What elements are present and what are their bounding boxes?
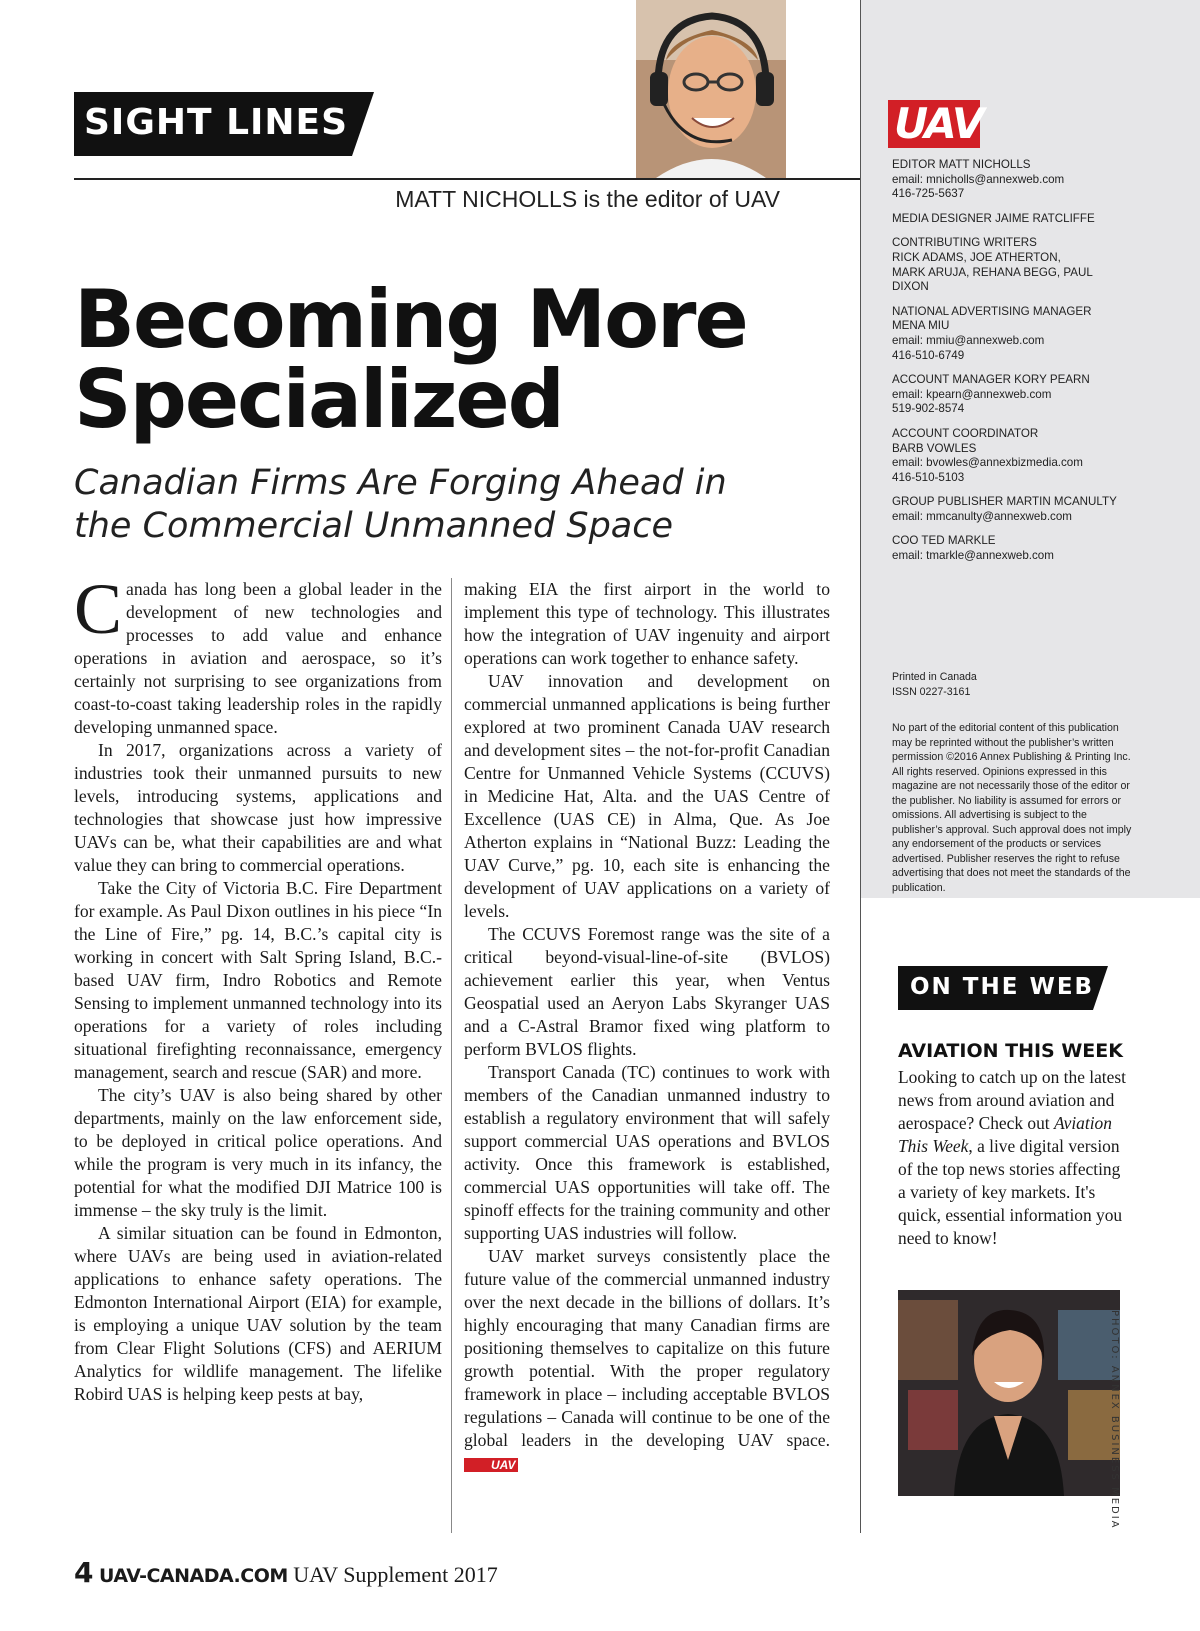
end-mark-logo: UAV bbox=[464, 1458, 518, 1472]
section-tag-label: SIGHT LINES bbox=[84, 102, 349, 143]
web-heading: AVIATION THIS WEEK bbox=[898, 1040, 1123, 1062]
page-footer bbox=[74, 1556, 498, 1589]
print-info bbox=[892, 670, 1132, 699]
staff-line: MEDIA DESIGNER JAIME RATCLIFFE bbox=[892, 211, 1095, 225]
staff-line: email: tmarkle@annexweb.com bbox=[892, 549, 1054, 563]
staff-line: email: mmcanulty@annexweb.com bbox=[892, 509, 1072, 523]
deck-line-2: the Commercial Unmanned Space bbox=[74, 506, 674, 546]
article-paragraph: UAV innovation and development on commercial unmanned applications is being further explored at two prominent Canada UAV research and development sites – the not-for-profit Canadian Centre for Unmanned Vehicle Systems (CCUVS) in Medicine Hat, Alta. and the UAS Centre of Excellence (UAS CE) in Alma, Que. As Joe Atherton explains in “National Buzz: Leading the UAV Curve,” pg. 10, each site is enhancing the development of UAV applications on a variety of levels. bbox=[464, 671, 830, 921]
drop-cap: C bbox=[74, 569, 123, 649]
staff-entry bbox=[892, 236, 1132, 294]
staff-line: BARB VOWLES bbox=[892, 441, 977, 455]
staff-line: NATIONAL ADVERTISING MANAGER bbox=[892, 304, 1092, 318]
issn: ISSN 0227-3161 bbox=[892, 685, 971, 698]
on-the-web-tag bbox=[898, 966, 1108, 1010]
article-paragraph: making EIA the first airport in the world to implement this type of technology. This illustrates how the integration of UAV ingenuity and airport operations can work together to enhance safety. bbox=[464, 579, 830, 668]
article-column-1 bbox=[74, 569, 442, 1406]
staff-entry bbox=[892, 534, 1132, 563]
staff-line: CONTRIBUTING WRITERS bbox=[892, 236, 1037, 250]
headline-line-2: Specialized bbox=[74, 353, 563, 446]
staff-entry bbox=[892, 305, 1132, 363]
staff-line: COO TED MARKLE bbox=[892, 534, 996, 548]
staff-line: 416-510-6749 bbox=[892, 348, 965, 362]
page-number: 4 bbox=[74, 1556, 94, 1589]
web-title[interactable]: Aviation This Week bbox=[898, 1113, 1112, 1156]
article-paragraph: A similar situation can be found in Edmonton, where UAVs are being used in aviation-related applications to enhance safety operations. The Edmonton International Airport (EIA) for example, is employing a unique UAV solution by the team from Clear Flight Solutions (CFS) and AERIUM Analytics for wildlife management. The lifelike Robird UAS is helping keep pests at bay, bbox=[74, 1223, 442, 1404]
staff-entry bbox=[892, 212, 1132, 227]
staff-entry bbox=[892, 373, 1132, 417]
staff-line: GROUP PUBLISHER MARTIN MCANULTY bbox=[892, 495, 1117, 509]
on-the-web-label: ON THE WEB bbox=[910, 974, 1095, 1000]
staff-line: ACCOUNT COORDINATOR bbox=[892, 426, 1039, 440]
section-tag bbox=[74, 92, 374, 156]
footer-issue: UAV Supplement 2017 bbox=[293, 1562, 498, 1587]
header-rule bbox=[74, 178, 862, 180]
staff-entry bbox=[892, 158, 1132, 202]
article-column-2 bbox=[464, 578, 830, 1475]
staff-line: email: mmiu@annexweb.com bbox=[892, 333, 1045, 347]
article-paragraph: UAV market surveys consistently place the future value of the commercial unmanned industry over the next decade in the billions of dollars. It’s highly encouraging that many Canadian firms are positioning themselves to capitalize on this future growth potential. With the proper regulatory framework in place – including acceptable BVLOS regulations – Canada will continue to be one of the global leaders in the developing UAV space. UAV bbox=[464, 1246, 830, 1472]
legal-block bbox=[892, 670, 1132, 895]
staff-line: MARK ARUJA, REHANA BEGG, PAUL DIXON bbox=[892, 265, 1093, 294]
legal-notice: No part of the editorial content of this publication may be reprinted without the publisher’s written permission ©2016 Annex Publishing & Printing Inc. All rights reserved. Opinions expressed in this magazine are not necessarily those of the editor or the publisher. No liability is assumed for errors or omissions. All advertising is subject to the publisher’s approval. Such approval does not imply any endorsement of the products or services advertised. Publisher reserves the right to refuse advertising that does not meet the standards of the publication. bbox=[892, 722, 1132, 894]
deck bbox=[74, 462, 794, 548]
staff-line: MENA MIU bbox=[892, 319, 950, 333]
byline: MATT NICHOLLS is the editor of UAV bbox=[395, 186, 780, 212]
staff-line: RICK ADAMS, JOE ATHERTON, bbox=[892, 250, 1061, 264]
deck-line-1: Canadian Firms Are Forging Ahead in bbox=[74, 463, 727, 503]
article-paragraph: Transport Canada (TC) continues to work with members of the Canadian unmanned industry to establish a regulatory environment that will safely support commercial UAS operations and BVLOS activity. Once this framework is established, commercial UAS opportunities will take off. The spinoff effects for the training community and other supporting UAS industries will follow. bbox=[464, 1062, 830, 1243]
column-divider bbox=[451, 578, 452, 1533]
staff-entry bbox=[892, 427, 1132, 485]
staff-line: email: kpearn@annexweb.com bbox=[892, 387, 1052, 401]
article-paragraph: Take the City of Victoria B.C. Fire Department for example. As Paul Dixon outlines in his piece “In the Line of Fire,” pg. 14, B.C.’s capital city is working in concert with Salt Spring Island, B.C.-based UAV firm, Indro Robotics and Remote Sensing to implement unmanned technology into its operations for a variety of roles including situational firefighting reconnaissance, emergency management, search and rescue (SAR) and more. bbox=[74, 878, 442, 1082]
staff-line: 519-902-8574 bbox=[892, 402, 965, 416]
photo-credit: PHOTO: ANNEX BUSINESS MEDIA bbox=[1109, 1310, 1120, 1530]
article-paragraph: The CCUVS Foremost range was the site of a critical beyond-visual-line-of-site (BVLOS) achievement earlier this year, when Ventus Geospatial used an Aeryon Labs Skyranger UAS and a C-Astral Bramor fixed wing platform to perform BVLOS flights. bbox=[464, 924, 830, 1059]
article-paragraph: Canada has long been a global leader in the development of new technologies and processes to add value and enhance operations in aviation and aerospace, so it’s certainly not surprising to see organizations from coast-to-coast taking leadership roles in the rapidly developing unmanned space. bbox=[74, 569, 442, 737]
web-presenter-photo bbox=[898, 1290, 1120, 1496]
staff-line: EDITOR MATT NICHOLLS bbox=[892, 158, 1031, 171]
article-paragraph: The city’s UAV is also being shared by other departments, mainly on the law enforcement side, to be deployed in critical police operations. And while the program is very much in its infancy, the potential for what the modified DJI Matrice 100 is immense – the sky truly is the limit. bbox=[74, 1085, 442, 1220]
staff-entry bbox=[892, 495, 1132, 524]
web-body: Looking to catch up on the latest news from around aviation and aerospace? Check out Aviation This Week, a live digital version of the top news stories affecting a variety of key markets. It's quick, essential information you need to know! bbox=[898, 1067, 1126, 1248]
staff-line: 416-725-5637 bbox=[892, 187, 965, 201]
staff-line: email: mnicholls@annexweb.com bbox=[892, 172, 1065, 186]
staff-list bbox=[892, 158, 1132, 574]
author-photo bbox=[636, 0, 786, 178]
uav-logo: UAV bbox=[888, 100, 980, 148]
headline-line-1: Becoming More bbox=[74, 273, 747, 366]
headline bbox=[74, 273, 834, 446]
article-paragraph: In 2017, organizations across a variety of industries took their unmanned pursuits to new levels, introducing systems, applications and technologies that showcase just how impressive UAVs can be, what their capabilities are and what value they can bring to commercial operations. bbox=[74, 740, 442, 875]
staff-line: email: bvowles@annexbizmedia.com bbox=[892, 456, 1083, 470]
printed-in: Printed in Canada bbox=[892, 671, 977, 683]
staff-line: 416-510-5103 bbox=[892, 470, 965, 484]
footer-site[interactable]: UAV-CANADA.COM bbox=[98, 1565, 288, 1587]
staff-line: ACCOUNT MANAGER KORY PEARN bbox=[892, 373, 1090, 387]
